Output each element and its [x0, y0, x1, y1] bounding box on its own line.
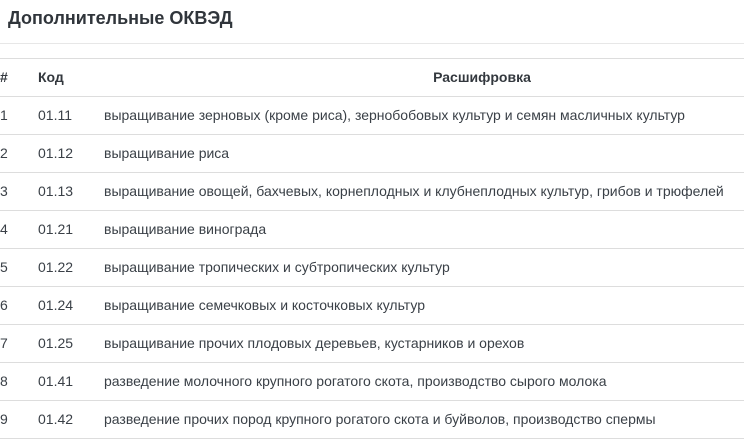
okved-description: выращивание риса	[104, 135, 744, 173]
okved-code: 01.21	[38, 211, 104, 249]
okved-description: выращивание овощей, бахчевых, корнеплодных и клубнеплодных культур, грибов и трюфелей	[104, 173, 744, 211]
page-title: Дополнительные ОКВЭД	[0, 0, 744, 44]
okved-code: 01.25	[38, 325, 104, 363]
table-header-row	[0, 59, 744, 97]
row-number: 3	[0, 173, 38, 211]
column-header-code: Код	[38, 59, 104, 97]
row-number: 6	[0, 287, 38, 325]
table-row	[0, 363, 744, 401]
table-row	[0, 249, 744, 287]
column-header-description: Расшифровка	[104, 59, 744, 97]
row-number: 2	[0, 135, 38, 173]
okved-description: разведение прочих пород крупного рогатого скота и буйволов, производство спермы	[104, 401, 744, 439]
table-row	[0, 325, 744, 363]
okved-description: выращивание прочих плодовых деревьев, кустарников и орехов	[104, 325, 744, 363]
okved-description: разведение молочного крупного рогатого скота, производство сырого молока	[104, 363, 744, 401]
table-row	[0, 211, 744, 249]
okved-description: выращивание зерновых (кроме риса), зернобобовых культур и семян масличных культур	[104, 97, 744, 135]
row-number: 1	[0, 97, 38, 135]
row-number: 5	[0, 249, 38, 287]
okved-table	[0, 58, 744, 439]
column-header-number: #	[0, 59, 38, 97]
table-row	[0, 401, 744, 439]
okved-code: 01.41	[38, 363, 104, 401]
okved-code: 01.13	[38, 173, 104, 211]
okved-description: выращивание винограда	[104, 211, 744, 249]
okved-description: выращивание тропических и субтропических культур	[104, 249, 744, 287]
row-number: 7	[0, 325, 38, 363]
okved-code: 01.12	[38, 135, 104, 173]
table-row	[0, 287, 744, 325]
row-number: 4	[0, 211, 38, 249]
table-row	[0, 97, 744, 135]
table-row	[0, 173, 744, 211]
okved-code: 01.11	[38, 97, 104, 135]
row-number: 9	[0, 401, 38, 439]
row-number: 8	[0, 363, 38, 401]
okved-code: 01.24	[38, 287, 104, 325]
okved-code: 01.42	[38, 401, 104, 439]
okved-code: 01.22	[38, 249, 104, 287]
okved-description: выращивание семечковых и косточковых культур	[104, 287, 744, 325]
table-row	[0, 135, 744, 173]
